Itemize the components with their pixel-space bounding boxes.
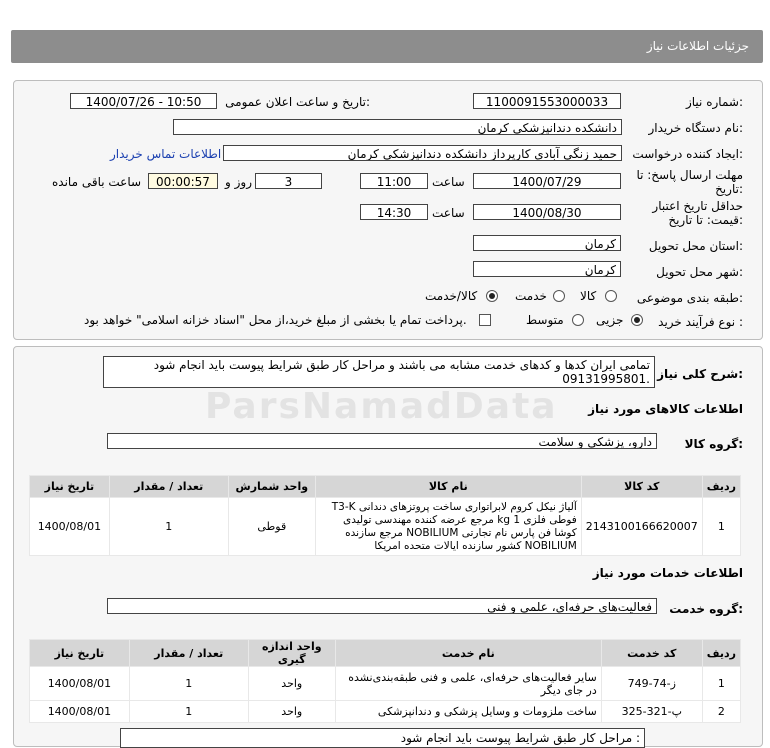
validity-time-field: 14:30 <box>360 204 428 220</box>
category-radio-service[interactable] <box>553 290 565 302</box>
category-radio-goods[interactable] <box>605 290 617 302</box>
goods-section-title: اطلاعات کالاهای مورد نیاز <box>588 402 743 416</box>
service-qty: 1 <box>129 667 248 701</box>
svg-text:ParsNamadData: ParsNamadData <box>205 386 558 426</box>
page-header <box>11 30 763 63</box>
table-row <box>30 667 741 701</box>
col-unit: واحد شمارش <box>228 476 315 498</box>
process-option-medium: متوسط <box>526 313 564 327</box>
category-option-goods-service: کالا/خدمت <box>425 289 478 303</box>
services-table-header <box>30 640 741 667</box>
announce-field: 1400/07/26 - 10:50 <box>70 93 217 109</box>
col-row: ردیف <box>702 640 740 667</box>
service-code: پ-321-325 <box>601 701 702 723</box>
deadline-date-field: 1400/07/29 <box>473 173 621 189</box>
services-group-field: فعالیت‌های حرفه‌ای، علمی و فنی <box>107 598 657 614</box>
description-line-1: تمامی ایران کدها و کدهای خدمت مشابه می باشند و مراحل کار طبق شرایط پیوست باید انجام شود <box>153 358 650 372</box>
category-radio-goods-service[interactable] <box>486 290 498 302</box>
city-label: شهر محل تحویل: <box>656 265 743 279</box>
service-code: ز-74-749 <box>601 667 702 701</box>
service-date: 1400/08/01 <box>30 667 130 701</box>
goods-group-label: گروه کالا: <box>684 437 743 451</box>
service-unit: واحد <box>248 667 335 701</box>
category-label: طبقه بندی موضوعی: <box>636 291 743 305</box>
service-qty: 1 <box>129 701 248 723</box>
province-label: استان محل تحویل: <box>648 239 743 253</box>
contact-buyer-link[interactable]: اطلاعات تماس خریدار <box>110 147 222 161</box>
need-number-label: شماره نیاز: <box>685 95 743 109</box>
col-date: تاریخ نیاز <box>30 640 130 667</box>
process-radio-medium[interactable] <box>572 314 584 326</box>
announce-label: تاریخ و ساعت اعلان عمومی: <box>225 95 370 109</box>
process-radio-minor[interactable] <box>631 314 643 326</box>
service-unit: واحد <box>248 701 335 723</box>
services-table <box>29 639 741 723</box>
col-name: نام خدمت <box>335 640 601 667</box>
work-steps-box <box>120 728 645 748</box>
category-option-service: خدمت <box>515 289 547 303</box>
remaining-time-field: 00:00:57 <box>148 173 218 189</box>
col-row: ردیف <box>702 476 740 498</box>
col-name: نام کالا <box>315 476 581 498</box>
treasury-payment-checkbox[interactable] <box>479 314 491 326</box>
process-label: نوع فرآیند خرید : <box>658 315 743 329</box>
goods-table <box>29 475 741 556</box>
goods-table-header <box>30 476 741 498</box>
goods-group-field: دارو، پزشکی و سلامت <box>107 433 657 449</box>
page-title: جزئیات اطلاعات نیاز <box>646 39 749 53</box>
goods-code: 2143100166620007 <box>581 498 702 556</box>
col-unit: واحد اندازه گیری <box>248 640 335 667</box>
col-qty: تعداد / مقدار <box>109 476 228 498</box>
validity-label-2: قیمت: تا تاریخ: <box>668 213 743 227</box>
service-name: سایر فعالیت‌های حرفه‌ای، علمی و فنی طبقه‌بندی‌نشده در جای دیگر <box>335 667 601 701</box>
deadline-label-2: تاریخ: <box>715 182 743 196</box>
service-name: ساخت ملزومات و وسایل پزشکی و دندانپزشکی <box>335 701 601 723</box>
process-option-minor: جزیی <box>596 313 624 327</box>
service-date: 1400/08/01 <box>30 701 130 723</box>
remaining-label: ساعت باقی مانده <box>52 175 142 189</box>
col-code: کد کالا <box>581 476 702 498</box>
treasury-payment-note: پرداخت تمام یا بخشی از مبلغ خرید،از محل "اسناد خزانه اسلامی" خواهد بود. <box>84 313 467 327</box>
creator-label: ایجاد کننده درخواست: <box>632 147 743 161</box>
deadline-label: مهلت ارسال پاسخ: تا <box>636 168 743 182</box>
city-field: کرمان <box>473 261 621 277</box>
buyer-label: نام دستگاه خریدار: <box>648 121 743 135</box>
col-qty: تعداد / مقدار <box>129 640 248 667</box>
goods-name: آلیاژ نیکل کروم لابراتواری ساخت پروتزهای دندانی T3-K فوطی فلزی 1 kg مرجع عرضه کننده مهندسی تولیدی کوشا فن پارس نام تجارتی NOBILIUM مرجع سازنده NOBILIUM کشور سازنده ایالات متحده امریکا <box>315 498 581 556</box>
validity-time-label: ساعت <box>432 206 465 220</box>
services-group-label: گروه خدمت: <box>669 602 743 616</box>
description-box <box>103 356 655 388</box>
row-number: 1 <box>702 667 740 701</box>
category-option-goods: کالا <box>580 289 597 303</box>
province-field: کرمان <box>473 235 621 251</box>
row-number: 2 <box>702 701 740 723</box>
description-label: شرح کلی نیاز: <box>657 367 743 381</box>
col-code: کد خدمت <box>601 640 702 667</box>
table-row <box>30 498 741 556</box>
goods-qty: 1 <box>109 498 228 556</box>
services-section-title: اطلاعات خدمات مورد نیاز <box>592 566 743 580</box>
goods-unit: قوطی <box>228 498 315 556</box>
creator-field: حمید زنگی آبادی کارپرداز دانشکده دندانپزشکی کرمان <box>223 145 622 161</box>
goods-date: 1400/08/01 <box>30 498 110 556</box>
deadline-time-field: 11:00 <box>360 173 428 189</box>
validity-label: حداقل تاریخ اعتبار <box>652 199 743 213</box>
col-date: تاریخ نیاز <box>30 476 110 498</box>
buyer-field: دانشکده دندانپزشکی کرمان <box>173 119 622 135</box>
row-number: 1 <box>702 498 740 556</box>
description-line-2: 09131995801. <box>562 372 650 386</box>
days-label: روز و <box>225 175 252 189</box>
days-field: 3 <box>255 173 322 189</box>
table-row <box>30 701 741 723</box>
need-number-field: 1100091553000033 <box>473 93 621 109</box>
work-steps-note: مراحل کار طبق شرایط پیوست باید انجام شود : <box>400 731 640 745</box>
validity-date-field: 1400/08/30 <box>473 204 621 220</box>
deadline-time-label: ساعت <box>432 175 465 189</box>
